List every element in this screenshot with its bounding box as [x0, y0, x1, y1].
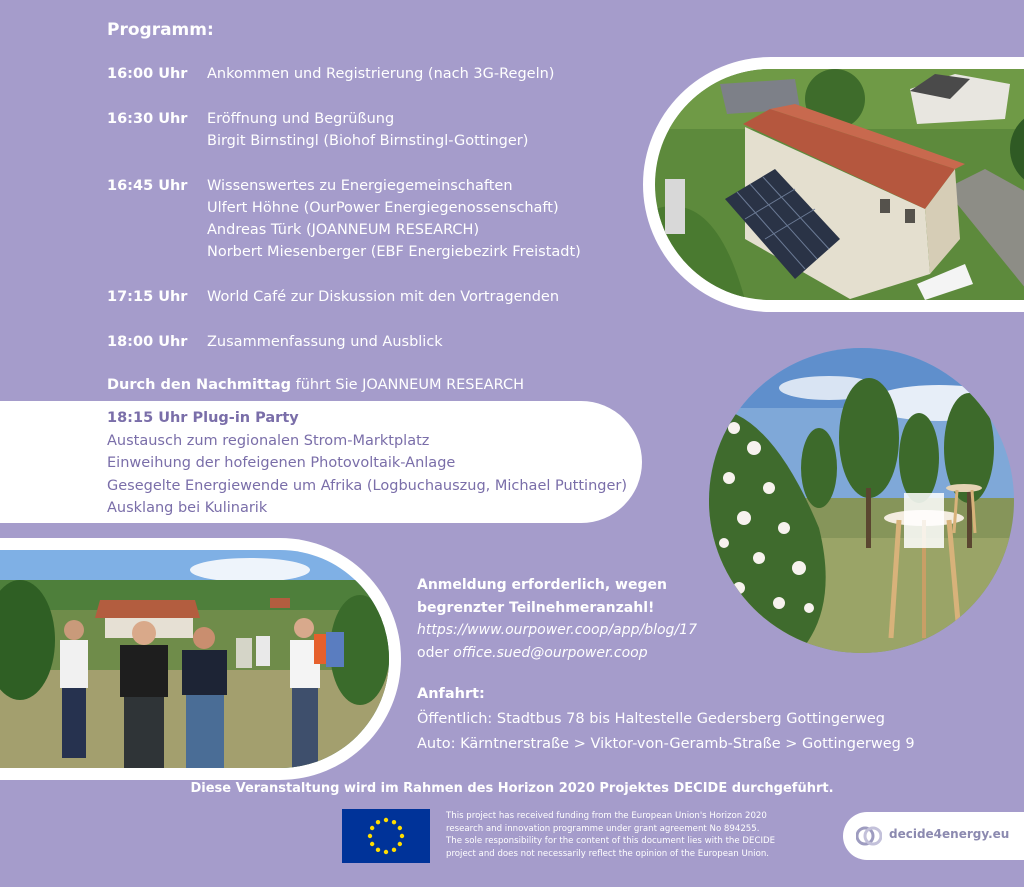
program-line: Birgit Birnstingl (Biohof Birnstingl-Gottinger) [207, 133, 529, 149]
moderation-bold: Durch den Nachmittag [107, 377, 292, 393]
program-desc [207, 108, 528, 152]
or-prefix: oder [417, 644, 454, 661]
registration-email-link[interactable]: office.sued@ourpower.coop [453, 644, 648, 661]
travel-info [417, 682, 915, 757]
decide-url: decide4energy.eu [889, 827, 1010, 841]
program-desc [207, 63, 554, 85]
eu-flag-logo [342, 809, 430, 863]
farm-photo-frame [643, 57, 1024, 312]
party-heading: 18:15 Uhr Plug-in Party [107, 410, 299, 426]
eu-star-icon [384, 850, 388, 854]
travel-public: Öffentlich: Stadtbus 78 bis Haltestelle Gedersberg Gottingerweg [417, 711, 885, 727]
moderation-rest: führt Sie JOANNEUM RESEARCH [291, 377, 524, 393]
group-garden-photo-frame [0, 538, 401, 780]
program-line: Ulfert Höhne (OurPower Energiegenossenschaft) [207, 200, 559, 216]
eu-star-icon [400, 834, 404, 838]
program-line: Norbert Miesenberger (EBF Energiebezirk Freistadt) [207, 244, 581, 260]
eu-star-icon [398, 826, 402, 830]
eu-star-icon [370, 826, 374, 830]
program-time: 16:45 Uhr [107, 178, 188, 194]
eu-star-icon [384, 818, 388, 822]
program-line: Eröffnung und Begrüßung [207, 111, 395, 127]
registration-info [417, 574, 697, 664]
program-title: Programm: [107, 20, 214, 40]
program-line: Zusammenfassung und Ausblick [207, 334, 443, 350]
farm-photo [655, 69, 1024, 300]
eu-star-icon [392, 848, 396, 852]
travel-heading: Anfahrt: [417, 686, 485, 702]
disclaimer-line: research and innovation programme under grant agreement No 894255. [446, 823, 760, 834]
garden-table-photo [709, 348, 1014, 653]
program-time: 16:30 Uhr [107, 111, 188, 127]
eu-star-icon [398, 842, 402, 846]
disclaimer-line: This project has received funding from the European Union's Horizon 2020 [446, 811, 767, 821]
eu-star-icon [368, 834, 372, 838]
program-line: World Café zur Diskussion mit den Vortragenden [207, 289, 560, 305]
registration-email-row [417, 642, 697, 665]
disclaimer-line: project and does not necessarily reflect the opinion of the European Union. [446, 848, 770, 859]
decide-logo-icon [856, 824, 882, 848]
program-line: Ankommen und Registrierung (nach 3G-Regeln) [207, 66, 555, 82]
registration-url-link[interactable]: https://www.ourpower.coop/app/blog/17 [417, 622, 697, 638]
program-time: 17:15 Uhr [107, 289, 188, 305]
party-line: Austausch zum regionalen Strom-Marktplatz [107, 432, 430, 449]
party-line: Gesegelte Energiewende um Afrika (Logbuchauszug, Michael Puttinger) [107, 477, 628, 494]
travel-car: Auto: Kärntnerstraße > Viktor-von-Geramb-Straße > Gottingerweg 9 [417, 736, 915, 752]
eu-star-icon [376, 848, 380, 852]
program-time: 16:00 Uhr [107, 66, 188, 82]
registration-line: Anmeldung erforderlich, wegen [417, 577, 667, 593]
program-line: Wissenswertes zu Energiegemeinschaften [207, 178, 513, 194]
eu-star-icon [376, 820, 380, 824]
moderation-note [107, 377, 524, 393]
program-line: Andreas Türk (JOANNEUM RESEARCH) [207, 222, 480, 238]
program-desc [207, 331, 443, 353]
horizon-note: Diese Veranstaltung wird im Rahmen des Horizon 2020 Projektes DECIDE durchgeführt. [190, 781, 834, 796]
group-garden-photo [0, 550, 389, 768]
party-content [107, 407, 627, 520]
program-desc [207, 175, 581, 263]
eu-star-icon [392, 820, 396, 824]
decide-badge[interactable] [843, 812, 1024, 860]
party-line: Einweihung der hofeigenen Photovoltaik-Anlage [107, 455, 456, 471]
party-line: Ausklang bei Kulinarik [107, 500, 268, 516]
funding-disclaimer [446, 810, 775, 860]
disclaimer-line: The sole responsibility for the content of this document lies with the DECIDE [446, 836, 776, 846]
registration-line: begrenzter Teilnehmeranzahl! [417, 599, 655, 616]
party-box [0, 401, 642, 523]
program-time: 18:00 Uhr [107, 334, 188, 350]
eu-star-icon [370, 842, 374, 846]
program-desc [207, 286, 559, 308]
